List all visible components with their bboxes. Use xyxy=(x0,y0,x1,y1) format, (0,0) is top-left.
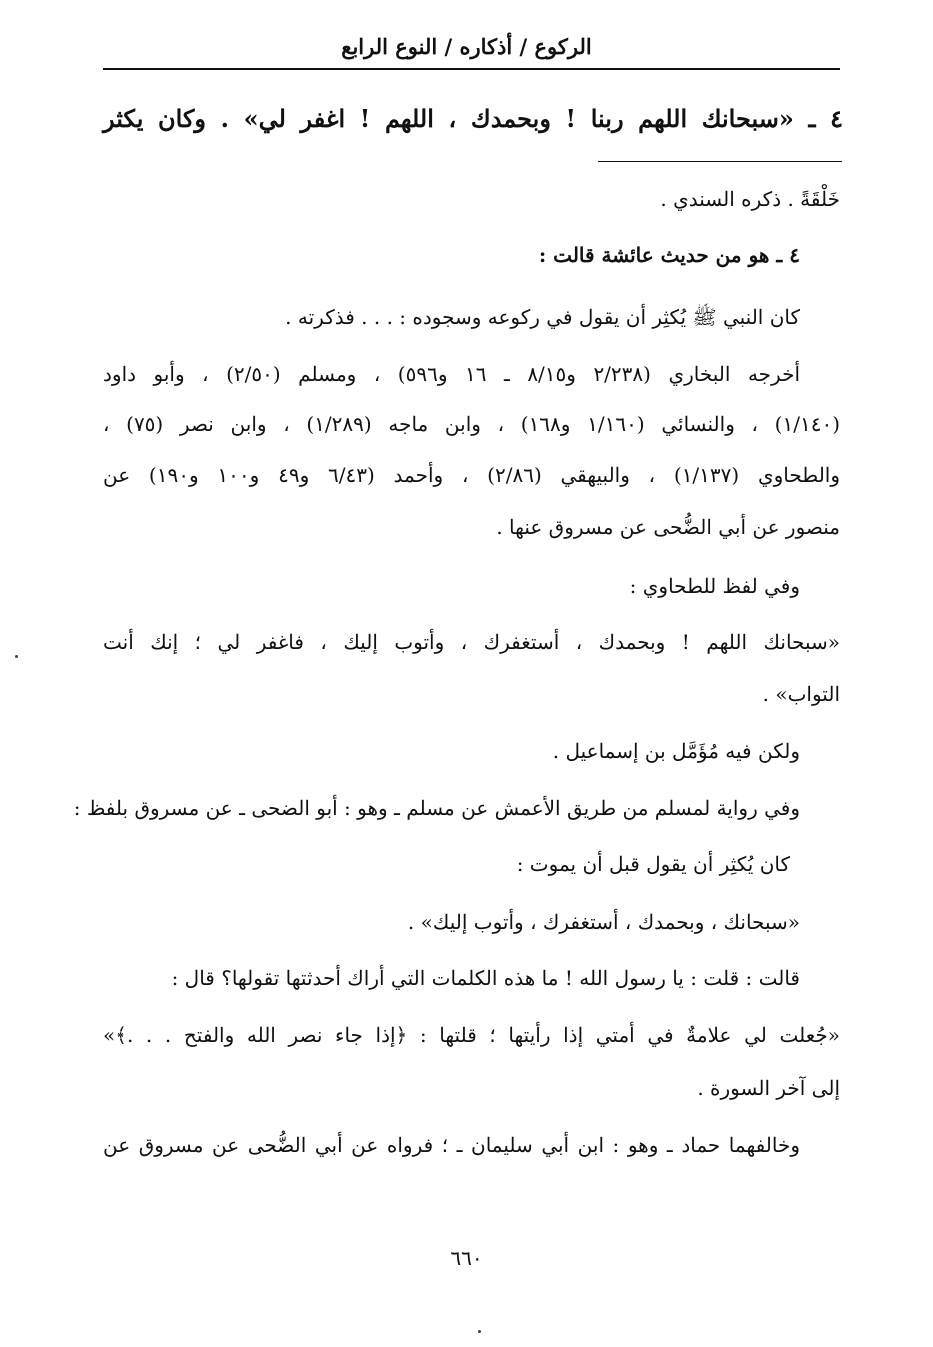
main-text-line: ٤ ـ «سبحانك اللهم ربنا ! وبحمدك ، اللهم ! اغفر لي» . وكان يكثر xyxy=(103,104,843,133)
quote-line: «جُعلت لي علامةٌ في أمتي إذا رأيتها ؛ قلتها : ﴿إذا جاء نصر الله والفتح . . .﴾» xyxy=(103,1023,840,1047)
page-number: ٦٦٠ xyxy=(450,1246,483,1270)
footnote-line: والطحاوي (١/١٣٧) ، والبيهقي (٢/٨٦) ، وأحمد (٦/٤٣ و٤٩ و١٠٠ و١٩٠) عن xyxy=(103,463,841,487)
running-header: الركوع / أذكاره / النوع الرابع xyxy=(341,34,592,59)
scan-speck xyxy=(15,655,18,658)
footnote-line: كان يُكثِر أن يقول قبل أن يموت : xyxy=(516,852,790,876)
footnote-line: إلى آخر السورة . xyxy=(697,1076,840,1100)
footnote-line: وفي رواية لمسلم من طريق الأعمش عن مسلم ـ وهو : أبو الضحى ـ عن مسروق بلفظ : xyxy=(73,796,800,820)
footnote-line: خَلْقَةً . ذكره السندي . xyxy=(660,187,840,211)
footnote-line: أخرجه البخاري (٢/٢٣٨ و٨/١٥ ـ ١٦ و٥٩٦) ، ومسلم (٢/٥٠) ، وأبو داود xyxy=(103,362,800,386)
footnote-heading: ٤ ـ هو من حديث عائشة قالت : xyxy=(538,243,800,267)
footnote-line: قالت : قلت : يا رسول الله ! ما هذه الكلمات التي أراك أحدثتها تقولها؟ قال : xyxy=(171,966,800,990)
quote-line: التواب» . xyxy=(762,682,840,706)
header-divider xyxy=(103,68,840,70)
footnote-line: وفي لفظ للطحاوي : xyxy=(629,574,800,598)
footnote-divider xyxy=(598,161,842,162)
scan-speck xyxy=(478,1330,481,1333)
footnote-line: كان النبي ﷺ يُكثِر أن يقول في ركوعه وسجوده : . . . فذكرته . xyxy=(285,305,800,329)
quote-line: «سبحانك اللهم ! وبحمدك ، أستغفرك ، وأتوب إليك ، فاغفر لي ؛ إنك أنت xyxy=(103,630,840,654)
quote-line: «سبحانك ، وبحمدك ، أستغفرك ، وأتوب إليك» . xyxy=(407,910,800,934)
footnote-line: ولكن فيه مُؤَمَّل بن إسماعيل . xyxy=(552,739,800,763)
footnote-line: وخالفهما حماد ـ وهو : ابن أبي سليمان ـ ؛ فرواه عن أبي الضُّحى عن مسروق عن xyxy=(103,1133,800,1157)
footnote-line: منصور عن أبي الضُّحى عن مسروق عنها . xyxy=(496,515,840,539)
footnote-line: (١/١٤٠) ، والنسائي (١/١٦٠ و١٦٨) ، وابن ماجه (١/٢٨٩) ، وابن نصر (٧٥) ، xyxy=(103,412,841,436)
